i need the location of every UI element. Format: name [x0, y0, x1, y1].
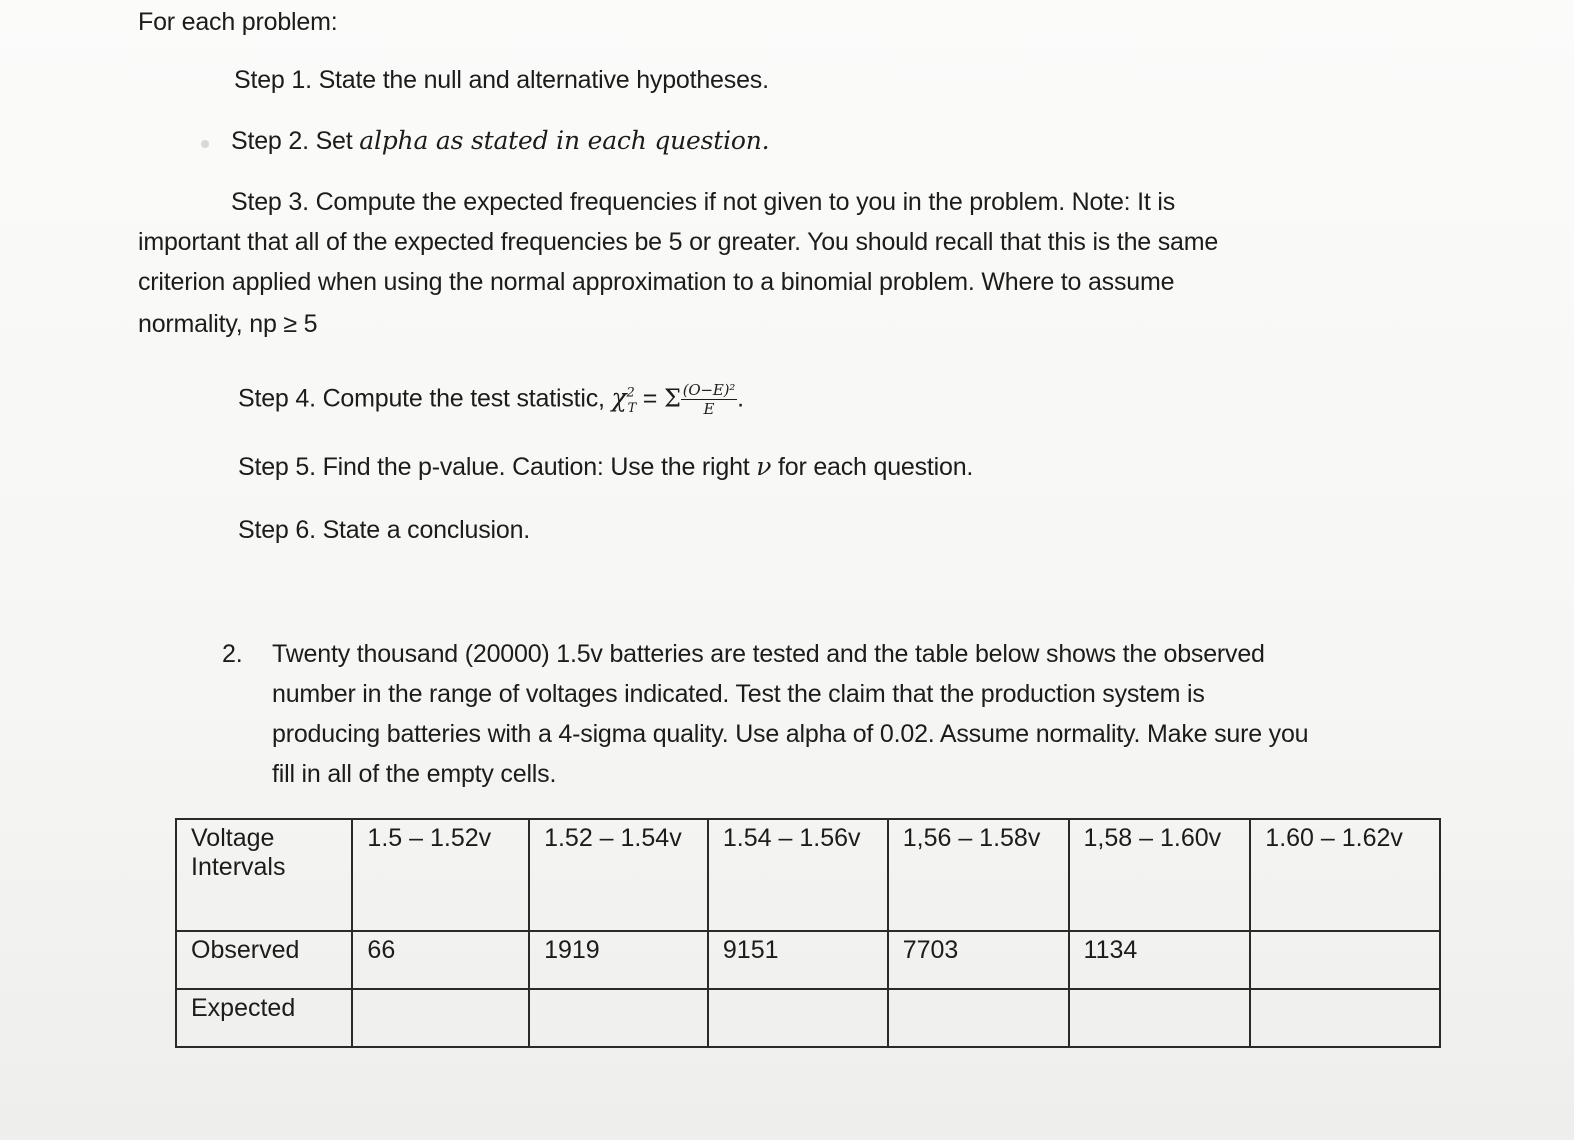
- observed-cell[interactable]: 9151: [708, 931, 888, 989]
- problem-line-4: fill in all of the empty cells.: [272, 760, 557, 788]
- header-label-cell: [176, 819, 352, 931]
- step-2: [231, 126, 769, 156]
- expected-row: [176, 989, 1440, 1047]
- step-5-prefix: Step 5. Find the p-value. Caution: Use the right: [238, 453, 757, 481]
- nu-symbol: ν: [756, 452, 772, 481]
- formula-period: .: [737, 384, 744, 413]
- step-4: [238, 366, 744, 437]
- problem-number: 2.: [222, 640, 243, 668]
- step-3-line-3: criterion applied when using the normal approximation to a binomial problem. Where to assume: [138, 268, 1175, 296]
- interval-header: 1,56 – 1.58v: [888, 819, 1069, 931]
- expected-label: Expected: [176, 989, 352, 1047]
- observed-cell[interactable]: 1134: [1069, 931, 1251, 989]
- expected-cell[interactable]: [529, 989, 708, 1047]
- problem-line-2: number in the range of voltages indicated. Test the claim that the production system is: [272, 680, 1205, 708]
- step-4-prefix: Step 4. Compute the test statistic,: [238, 384, 612, 413]
- observed-cell[interactable]: 7703: [888, 931, 1069, 989]
- observed-row: [176, 931, 1440, 989]
- expected-cell[interactable]: [708, 989, 888, 1047]
- expected-cell[interactable]: [1069, 989, 1251, 1047]
- equals-sign: =: [636, 384, 664, 413]
- interval-header: 1.52 – 1.54v: [529, 819, 708, 931]
- step-5: [238, 452, 973, 482]
- header-label-line-1: Voltage: [191, 824, 275, 852]
- interval-header: 1.60 – 1.62v: [1250, 819, 1440, 931]
- observed-cell[interactable]: 1919: [529, 931, 708, 989]
- bullet-dot: [201, 140, 209, 148]
- step-2-italic: alpha as stated in each question.: [359, 126, 770, 155]
- chi-square-symbol: $\chi^2_T$: [611, 383, 637, 417]
- interval-header: 1,58 – 1.60v: [1069, 819, 1251, 931]
- problem-line-3: producing batteries with a 4-sigma quality. Use alpha of 0.02. Assume normality. Make sure you: [272, 720, 1309, 748]
- step-3-line-2: important that all of the expected frequencies be 5 or greater. You should recall that this is the same: [138, 228, 1219, 256]
- formula-fraction: [681, 381, 737, 418]
- observed-label: Observed: [176, 931, 352, 989]
- step-2-prefix: Step 2. Set: [231, 127, 360, 155]
- expected-cell[interactable]: [1250, 989, 1440, 1047]
- expected-cell[interactable]: [888, 989, 1069, 1047]
- step-5-suffix: for each question.: [771, 453, 974, 481]
- table-header-row: [176, 819, 1440, 931]
- problem-line-1: Twenty thousand (20000) 1.5v batteries are tested and the table below shows the observed: [272, 640, 1265, 668]
- observed-cell[interactable]: [1250, 931, 1440, 989]
- voltage-table: [175, 818, 1441, 1048]
- header-label-line-2: Intervals: [191, 853, 286, 881]
- step-6: Step 6. State a conclusion.: [238, 516, 531, 544]
- formula-numerator: (O−E)²: [682, 381, 736, 400]
- sigma-symbol: Σ: [663, 384, 681, 413]
- interval-header: 1.54 – 1.56v: [708, 819, 888, 931]
- observed-cell[interactable]: 66: [352, 931, 529, 989]
- formula-denominator: E: [703, 400, 715, 419]
- step-1: Step 1. State the null and alternative hypotheses.: [234, 66, 769, 94]
- interval-header: 1.5 – 1.52v: [352, 819, 529, 931]
- step-3-line-4: normality, np ≥ 5: [138, 310, 318, 338]
- intro-heading: For each problem:: [138, 8, 338, 36]
- step-3-line-1: Step 3. Compute the expected frequencies if not given to you in the problem. Note: It is: [231, 188, 1176, 216]
- expected-cell[interactable]: [352, 989, 529, 1047]
